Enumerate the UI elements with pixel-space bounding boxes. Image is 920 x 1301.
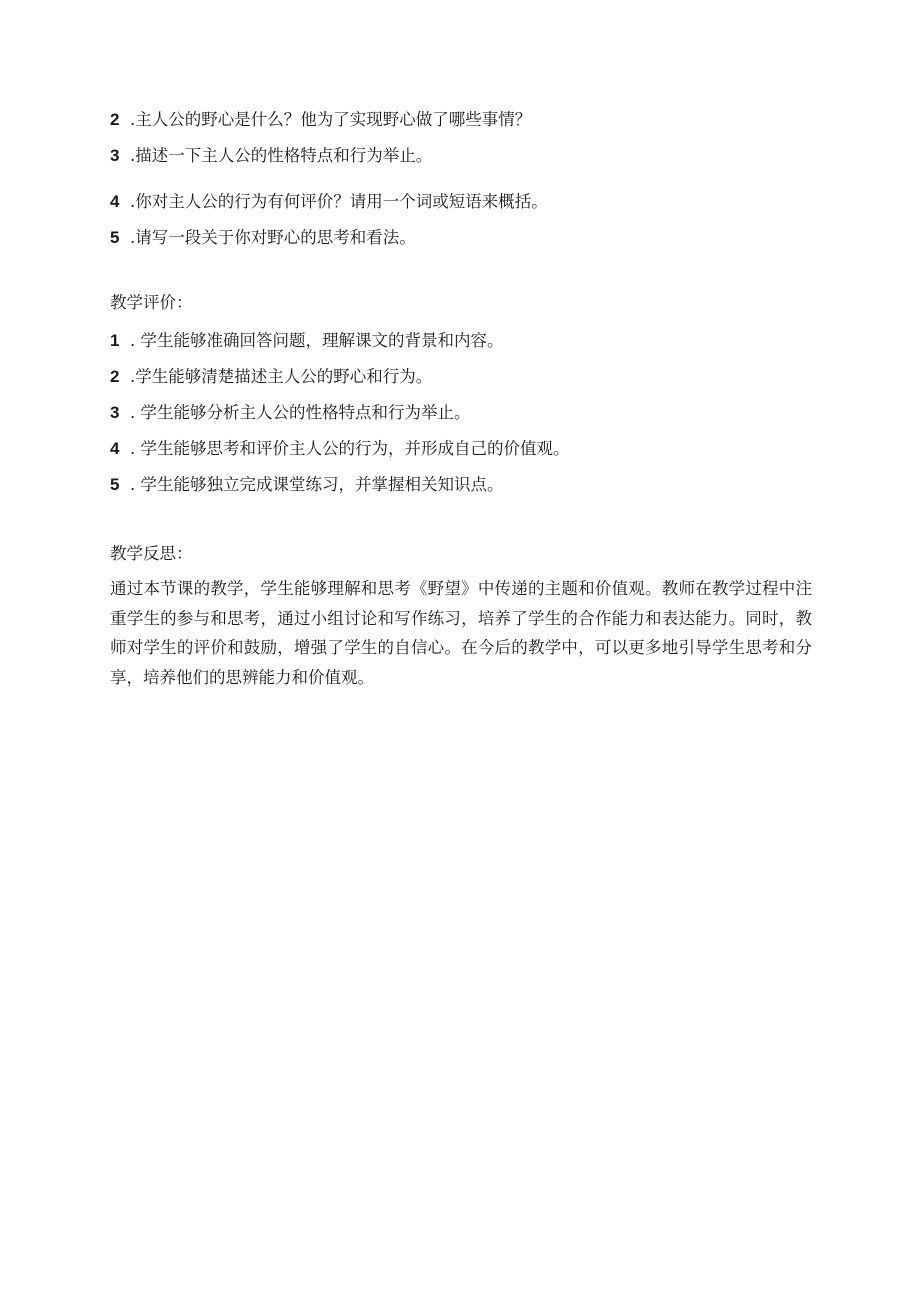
- question-4: [110, 191, 548, 213]
- question-5: [110, 227, 416, 249]
- question-text: .主人公的野心是什么？他为了实现野心做了哪些事情？: [130, 110, 532, 129]
- question-number: 5: [110, 228, 120, 247]
- question-number: 4: [110, 192, 120, 211]
- evaluation-text: . 学生能够独立完成课堂练习，并掌握相关知识点。: [130, 475, 504, 494]
- evaluation-number: 4: [110, 439, 120, 458]
- evaluation-number: 5: [110, 475, 120, 494]
- evaluation-number: 2: [110, 367, 120, 386]
- evaluation-number: 1: [110, 331, 120, 350]
- question-text: .请写一段关于你对野心的思考和看法。: [130, 228, 416, 247]
- evaluation-item-4: [110, 438, 570, 460]
- question-number: 3: [110, 146, 120, 165]
- evaluation-text: . 学生能够思考和评价主人公的行为，并形成自己的价值观。: [130, 439, 570, 458]
- reflection-heading: 教学反思：: [110, 544, 193, 563]
- evaluation-number: 3: [110, 403, 120, 422]
- question-3: [110, 145, 432, 167]
- evaluation-item-1: [110, 330, 504, 352]
- evaluation-item-5: [110, 474, 504, 496]
- question-text: .你对主人公的行为有何评价？请用一个词或短语来概括。: [130, 192, 548, 211]
- evaluation-text: . 学生能够分析主人公的性格特点和行为举止。: [130, 403, 471, 422]
- question-text: .描述一下主人公的性格特点和行为举止。: [130, 146, 433, 165]
- question-number: 2: [110, 110, 120, 129]
- evaluation-text: .学生能够清楚描述主人公的野心和行为。: [130, 367, 433, 386]
- evaluation-heading: 教学评价：: [110, 293, 193, 312]
- evaluation-item-2: [110, 366, 432, 388]
- question-2: [110, 109, 531, 131]
- evaluation-text: . 学生能够准确回答问题，理解课文的背景和内容。: [130, 331, 504, 350]
- reflection-paragraph: 通过本节课的教学，学生能够理解和思考《野望》中传递的主题和价值观。教师在教学过程中注重学生的参与和思考，通过小组讨论和写作练习，培养了学生的合作能力和表达能力。同时，教师对学生的评价和鼓励，增强了学生的自信心。在今后的教学中，可以更多地引导学生思考和分享，培养他们的思辨能力和价值观。: [110, 579, 812, 687]
- evaluation-item-3: [110, 402, 471, 424]
